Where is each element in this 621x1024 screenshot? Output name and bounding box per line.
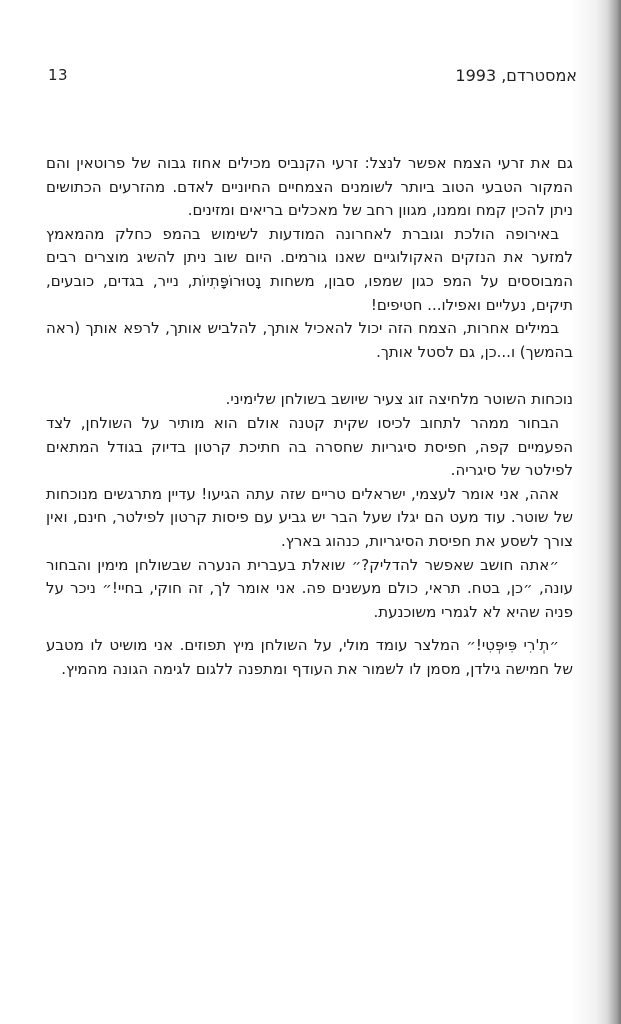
paragraph-waiter: ״תְ'רִי פִּיפְּטִי!״ המלצר עומד מולי, על השולחן מיץ תפוזים. אני מושיט לו מטבע של חמישה גילדן, מסמן לו לשמור את העודף ומתפנה ללגום לגימה הגונה מהמיץ. [46, 636, 573, 678]
body-text [46, 152, 573, 681]
paragraph-spacer [46, 624, 573, 634]
paragraph-fresh-israelis: אהה, אני אומר לעצמי, ישראלים טריים שזה עתה הגיעו! עדיין מתרגשים מנוכחות של שוטר. עוד מעט הם יגלו שעל הבר יש גביע עם פיסות קרטון לפילטר, חינם, ואין צורך לשסע את חפיסת הסיגריות, כנהוג בארץ. [46, 484, 573, 550]
running-head: אמסטרדם, 1993 [455, 65, 577, 85]
paragraph-hemp-seeds: גם את זרעי הצמח אפשר לנצל: זרעי הקנביס מכילים אחוז גבוה של פרוטאין והם המקור הטבעי הטוב ביותר לשומנים הצמחיים החיוניים לאדם. מהזרעים הכתושים ניתן להכין קמח וממנו, מגוון רחב של מאכלים בריאים ומזינים. [46, 154, 573, 220]
section-break [46, 364, 573, 388]
page-header [48, 64, 577, 86]
page-number: 13 [48, 66, 69, 84]
page-edge-shadow [607, 0, 621, 1024]
paragraph-in-other-words: במילים אחרות, הצמח הזה יכול להאכיל אותך, להלביש אותך, לרפא אותך (ראה בהמשך) ו...כן, גם לסטל אותך. [46, 319, 573, 361]
paragraph-policeman-presence: נוכחות השוטר מלחיצה זוג צעיר שיושב בשולחן שלימיני. [225, 390, 573, 409]
paragraph-can-we-light: ״אתה חושב שאפשר להדליק?״ שואלת בעברית הנערה שבשולחן מימין והבחור עונה, ״כן, בטח. תראי, כולם מעשנים פה. אני אומר לך, זה חוקי, בחיי!״ ניכר על פניה שהיא לא לגמרי משוכנעת. [46, 555, 573, 621]
paragraph-europe-awareness: באירופה הולכת וגוברת לאחרונה המודעות לשימוש בהמפ כחלק מהמאמץ למזער את הנזקים האקולוגיים שאנו גורמים. היום שוב ניתן להשיג מוצרים רבים המבוססים על המפ כגון שמפו, סבון, משחות נָטוּרוֹפָּתִיוֹת, נייר, בגדים, כובעים, תיקים, נעליים ואפילו... חטיפים! [46, 224, 573, 314]
paragraph-young-man: הבחור ממהר לתחוב לכיסו שקית קטנה אולם הוא מותיר על השולחן, לצד הפעמיים קפה, חפיסת סיגריות שחסרה בה חתיכת קרטון בדיוק בגודל המתאים לפילטר של סיגריה. [46, 413, 573, 480]
